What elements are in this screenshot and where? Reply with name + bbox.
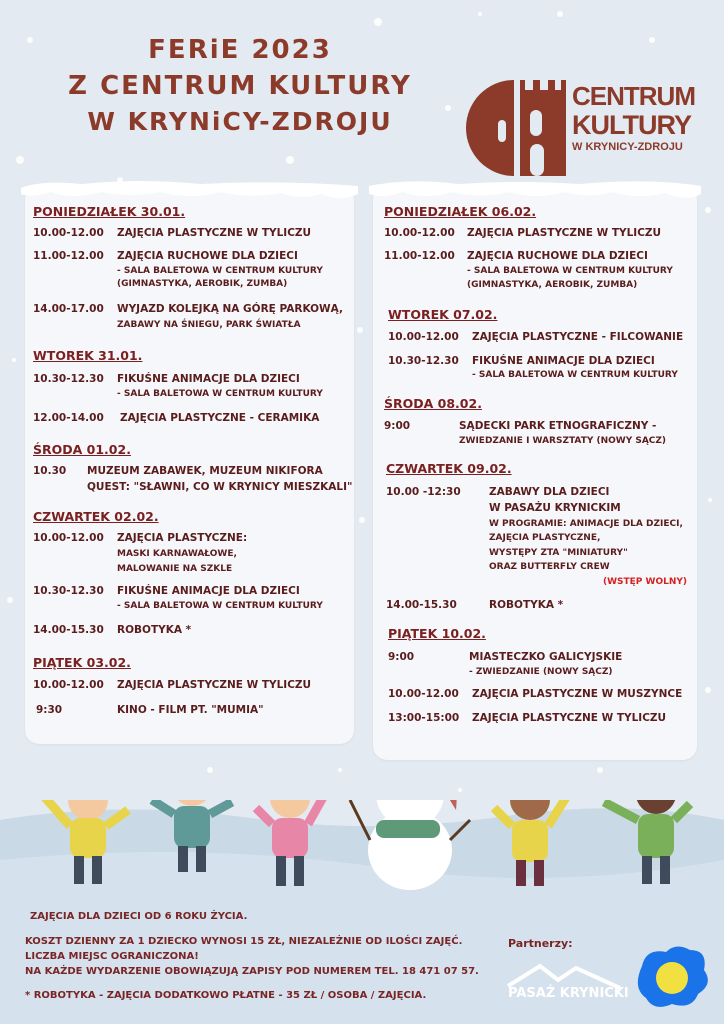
footer-robotics-note: * ROBOTYKA - ZAJĘCIA DODATKOWO PŁATNE - 35 ZŁ / OSOBA / ZAJĘCIA. [25,990,427,1001]
day-heading: PIĄTEK 10.02. [388,626,486,641]
event-time: 10.30-12.30 [388,355,459,367]
event-title: ZAJĘCIA PLASTYCZNE W TYLICZU [117,227,312,239]
day-heading: ŚRODA 08.02. [384,396,482,411]
event-title: ZAJĘCIA PLASTYCZNE - FILCOWANIE [472,331,684,343]
day-heading: WTOREK 31.01. [33,348,143,363]
title-line-3: W KRYNiCY-ZDROJU [87,107,393,136]
event-detail: - SALA BALETOWA W CENTRUM KULTURY [117,389,323,399]
event-time: 10.30 [33,465,67,477]
event-title: QUEST: "SŁAWNI, CO W KRYNICY MIESZKALI" [87,481,353,493]
day-heading: PONIEDZIAŁEK 30.01. [33,204,186,219]
event-title: KINO - FILM PT. "MUMIA" [117,704,264,716]
event-title: ZAJĘCIA PLASTYCZNE W TYLICZU [117,679,312,691]
event-detail: MALOWANIE NA SZKLE [117,564,233,574]
title-line-2: Z CENTRUM KULTURY [68,71,412,101]
day-heading: ŚRODA 01.02. [33,442,131,457]
event-title: ROBOTYKA * [117,624,192,636]
event-time: 11.00-12.00 [384,250,455,262]
event-time: 10.30-12.30 [33,373,104,385]
event-time: 10.00-12.00 [388,331,459,343]
event-detail: - SALA BALETOWA W CENTRUM KULTURY [117,266,323,276]
event-title: W PASAŻU KRYNICKIM [489,502,621,514]
event-title: ZAJĘCIA PLASTYCZNE W TYLICZU [467,227,662,239]
partners-label: Partnerzy: [508,937,573,950]
event-time: 14.00-15.30 [33,624,104,636]
event-detail: WYSTĘPY ZTA "MINIATURY" [489,548,628,558]
event-title: FIKUŚNE ANIMACJE DLA DZIECI [472,355,655,367]
day-heading: PIĄTEK 03.02. [33,655,131,670]
day-heading: PONIEDZIAŁEK 06.02. [384,204,537,219]
event-detail: - SALA BALETOWA W CENTRUM KULTURY [472,370,678,380]
title-line-1: FERiE 2023 [148,35,332,65]
event-time: 10.00-12.00 [33,679,104,691]
event-detail: ORAZ BUTTERFLY CREW [489,562,610,572]
event-time: 10.00-12.00 [384,227,455,239]
event-time: 9:30 [36,704,63,716]
event-time: 12.00-14.00 [33,412,104,424]
event-title: ROBOTYKA * [489,599,564,611]
day-heading: WTOREK 07.02. [388,307,498,322]
event-title: FIKUŚNE ANIMACJE DLA DZIECI [117,585,300,597]
poster-title [40,32,440,140]
event-time: 14.00-17.00 [33,303,104,315]
snow-cap [21,180,358,202]
event-title: MUZEUM ZABAWEK, MUZEUM NIKIFORA [87,465,323,477]
event-detail: W PROGRAMIE: ANIMACJE DLA DZIECI, [489,519,683,529]
event-detail: (GIMNASTYKA, AEROBIK, ZUMBA) [117,279,288,289]
schedule-week-2 [373,186,697,760]
event-detail: ZABAWY NA ŚNIEGU, PARK ŚWIATŁA [117,320,301,330]
partner-badge-logo [632,942,712,1012]
event-detail: ZWIEDZANIE I WARSZTATY (NOWY SĄCZ) [459,436,667,446]
footer-signup-info: NA KAŻDE WYDARZENIE OBOWIĄZUJĄ ZAPISY POD NUMEREM TEL. 18 471 07 57. [25,966,479,977]
logo-line-1: CENTRUM [572,81,695,111]
pasaz-krynicki-text: PASAŻ KRYNICKI [508,986,629,1001]
event-title: ZAJĘCIA PLASTYCZNE - CERAMIKA [120,412,320,424]
footer-age-info: ZAJĘCIA DLA DZIECI OD 6 ROKU ŻYCIA. [30,911,248,922]
event-time: 14.00-15.30 [386,599,457,611]
event-detail: - SALA BALETOWA W CENTRUM KULTURY [117,601,323,611]
event-title: ZAJĘCIA PLASTYCZNE W MUSZYNCE [472,688,683,700]
event-title: WYJAZD KOLEJKĄ NA GÓRĘ PARKOWĄ, [117,303,343,315]
event-time: 9:00 [384,420,411,432]
event-detail: ZAJĘCIA PLASTYCZNE, [489,533,601,543]
event-time: 13:00-15:00 [388,712,460,724]
logo-text [572,82,695,154]
event-title: ZAJĘCIA PLASTYCZNE W TYLICZU [472,712,667,724]
event-title: ZAJĘCIA PLASTYCZNE: [117,532,248,544]
event-detail: - SALA BALETOWA W CENTRUM KULTURY [467,266,673,276]
schedule-week-1 [25,186,354,744]
day-heading: CZWARTEK 09.02. [386,461,512,476]
snow-cap [369,180,701,202]
free-entry-note: (WSTĘP WOLNY) [603,577,688,587]
event-title: ZAJĘCIA RUCHOWE DLA DZIECI [117,250,298,262]
event-time: 10.00-12.00 [388,688,459,700]
logo-line-3: W KRYNICY-ZDROJU [572,141,683,153]
footer-limit-info: LICZBA MIEJSC OGRANICZONA! [25,951,199,962]
pasaz-krynicki-logo [500,958,630,1008]
logo-line-2: KULTURY [572,110,691,140]
footer-cost-info: KOSZT DZIENNY ZA 1 DZIECKO WYNOSI 15 ZŁ, NIEZALEŻNIE OD ILOŚCI ZAJĘĆ. [25,936,463,947]
event-time: 10.00-12.00 [33,532,104,544]
event-title: FIKUŚNE ANIMACJE DLA DZIECI [117,373,300,385]
event-title: MIASTECZKO GALICYJSKIE [469,651,623,663]
event-time: 10.00 -12:30 [386,486,461,498]
event-time: 11.00-12.00 [33,250,104,262]
event-time: 9:00 [388,651,415,663]
event-title: ZABAWY DLA DZIECI [489,486,610,498]
event-time: 10.30-12.30 [33,585,104,597]
event-detail: MASKI KARNAWAŁOWE, [117,549,237,559]
day-heading: CZWARTEK 02.02. [33,509,159,524]
event-detail: - ZWIEDZANIE (NOWY SĄCZ) [469,667,613,677]
event-title: SĄDECKI PARK ETNOGRAFICZNY - [459,420,657,432]
event-title: ZAJĘCIA RUCHOWE DLA DZIECI [467,250,648,262]
event-detail: (GIMNASTYKA, AEROBIK, ZUMBA) [467,280,638,290]
event-time: 10.00-12.00 [33,227,104,239]
